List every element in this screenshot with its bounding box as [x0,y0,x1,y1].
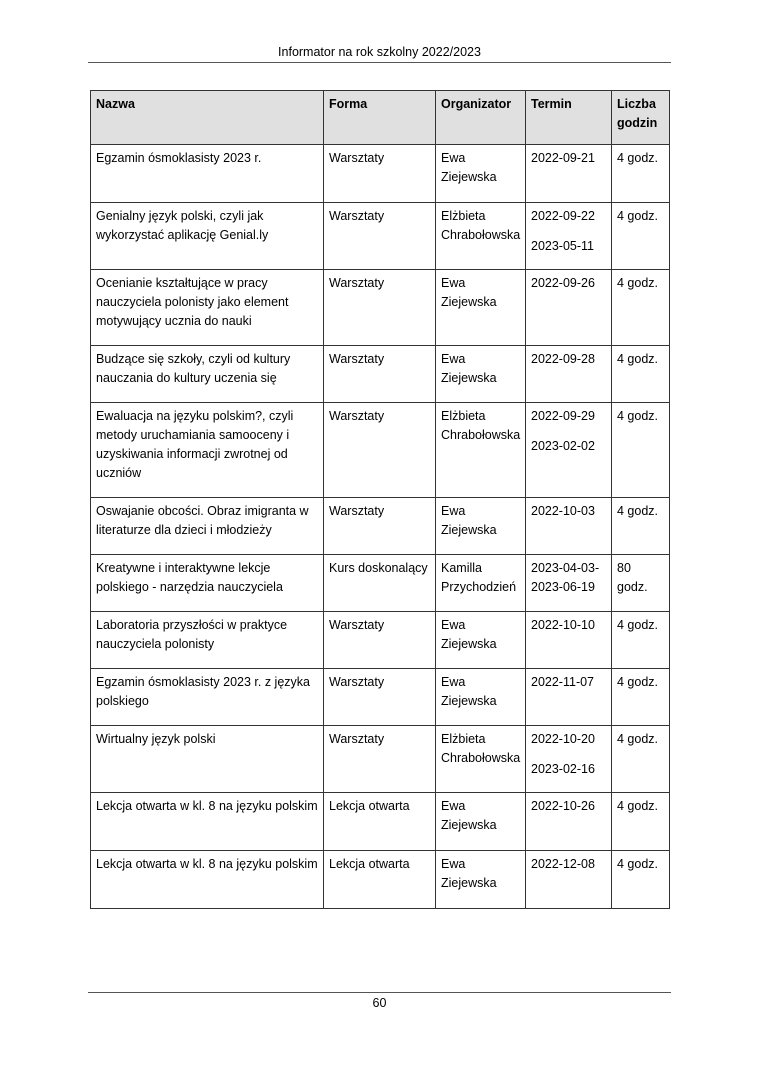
table-row [91,669,670,726]
date-value: 2022-10-26 [531,799,595,813]
cell-hours: 4 godz. [612,203,670,270]
table-header-row [91,91,670,145]
cell-form: Warsztaty [324,346,436,403]
date-value: 2022-09-29 [531,409,595,423]
table-row [91,612,670,669]
table-row [91,270,670,346]
cell-organizer: Ewa Ziejewska [436,346,526,403]
cell-date [526,793,612,851]
date-value: 2022-09-26 [531,276,595,290]
cell-organizer: Elżbieta Chrabołowska [436,403,526,498]
cell-hours: 4 godz. [612,726,670,793]
date-value: 2023-05-11 [531,239,595,253]
page-header-title: Informator na rok szkolny 2022/2023 [278,45,481,59]
cell-organizer: Elżbieta Chrabołowska [436,203,526,270]
table-row [91,346,670,403]
date-value: 2023-02-16 [531,762,595,776]
cell-hours: 80 godz. [612,555,670,612]
table-row [91,145,670,203]
column-header-date: Termin [526,91,612,145]
date-value: 2022-09-21 [531,151,595,165]
cell-organizer: Elżbieta Chrabołowska [436,726,526,793]
cell-hours: 4 godz. [612,145,670,203]
cell-name: Ocenianie kształtujące w pracy nauczyciela polonisty jako element motywujący ucznia do nauki [91,270,324,346]
cell-form: Warsztaty [324,726,436,793]
cell-name: Lekcja otwarta w kl. 8 na języku polskim [91,793,324,851]
date-value: 2023-06-19 [531,580,595,594]
table-row [91,203,670,270]
column-header-organizer: Organizator [436,91,526,145]
page-number: 60 [372,996,387,1010]
table-row [91,726,670,793]
footer-divider [88,992,671,993]
date-value: 2022-11-07 [531,675,595,689]
column-header-form: Forma [324,91,436,145]
cell-hours: 4 godz. [612,669,670,726]
cell-form: Lekcja otwarta [324,851,436,909]
table-body [91,145,670,909]
cell-form: Warsztaty [324,498,436,555]
cell-name: Egzamin ósmoklasisty 2023 r. z języka polskiego [91,669,324,726]
cell-hours: 4 godz. [612,403,670,498]
date-value: 2022-10-10 [531,618,595,632]
cell-date [526,346,612,403]
cell-organizer: Ewa Ziejewska [436,498,526,555]
cell-organizer: Ewa Ziejewska [436,145,526,203]
cell-organizer: Kamilla Przychodzień [436,555,526,612]
cell-date [526,669,612,726]
cell-name: Oswajanie obcości. Obraz imigranta w literaturze dla dzieci i młodzieży [91,498,324,555]
cell-name: Ewaluacja na języku polskim?, czyli metody uruchamiania samooceny i uzyskiwania informacji zwrotnej od uczniów [91,403,324,498]
cell-name: Genialny język polski, czyli jak wykorzystać aplikację Genial.ly [91,203,324,270]
cell-form: Warsztaty [324,203,436,270]
cell-name: Budzące się szkoły, czyli od kultury nauczania do kultury uczenia się [91,346,324,403]
column-header-hours: Liczba godzin [612,91,670,145]
cell-form: Warsztaty [324,145,436,203]
cell-hours: 4 godz. [612,346,670,403]
cell-hours: 4 godz. [612,612,670,669]
cell-date [526,851,612,909]
cell-date [526,612,612,669]
cell-organizer: Ewa Ziejewska [436,851,526,909]
cell-hours: 4 godz. [612,793,670,851]
cell-hours: 4 godz. [612,270,670,346]
cell-organizer: Ewa Ziejewska [436,669,526,726]
table-row [91,555,670,612]
header-divider [88,62,671,63]
date-value: 2022-09-28 [531,352,595,366]
cell-date [526,726,612,793]
column-header-name: Nazwa [91,91,324,145]
cell-form: Warsztaty [324,612,436,669]
cell-date [526,270,612,346]
cell-date [526,498,612,555]
table-row [91,498,670,555]
cell-name: Laboratoria przyszłości w praktyce nauczyciela polonisty [91,612,324,669]
cell-date [526,145,612,203]
cell-name: Wirtualny język polski [91,726,324,793]
cell-form: Warsztaty [324,403,436,498]
training-schedule-table [90,90,670,909]
cell-hours: 4 godz. [612,498,670,555]
table-row [91,851,670,909]
cell-form: Warsztaty [324,669,436,726]
cell-organizer: Ewa Ziejewska [436,270,526,346]
date-value: 2022-10-03 [531,504,595,518]
cell-name: Kreatywne i interaktywne lekcje polskiego - narzędzia nauczyciela [91,555,324,612]
cell-date [526,555,612,612]
table-row [91,403,670,498]
date-value: 2022-09-22 [531,209,595,223]
cell-form: Kurs doskonalący [324,555,436,612]
table-row [91,793,670,851]
cell-name: Lekcja otwarta w kl. 8 na języku polskim [91,851,324,909]
date-value: 2023-04-03- [531,561,600,575]
cell-name: Egzamin ósmoklasisty 2023 r. [91,145,324,203]
date-value: 2022-12-08 [531,857,595,871]
cell-form: Warsztaty [324,270,436,346]
cell-form: Lekcja otwarta [324,793,436,851]
cell-organizer: Ewa Ziejewska [436,793,526,851]
date-value: 2022-10-20 [531,732,595,746]
cell-hours: 4 godz. [612,851,670,909]
cell-date [526,403,612,498]
cell-date [526,203,612,270]
cell-organizer: Ewa Ziejewska [436,612,526,669]
date-value: 2023-02-02 [531,439,595,453]
